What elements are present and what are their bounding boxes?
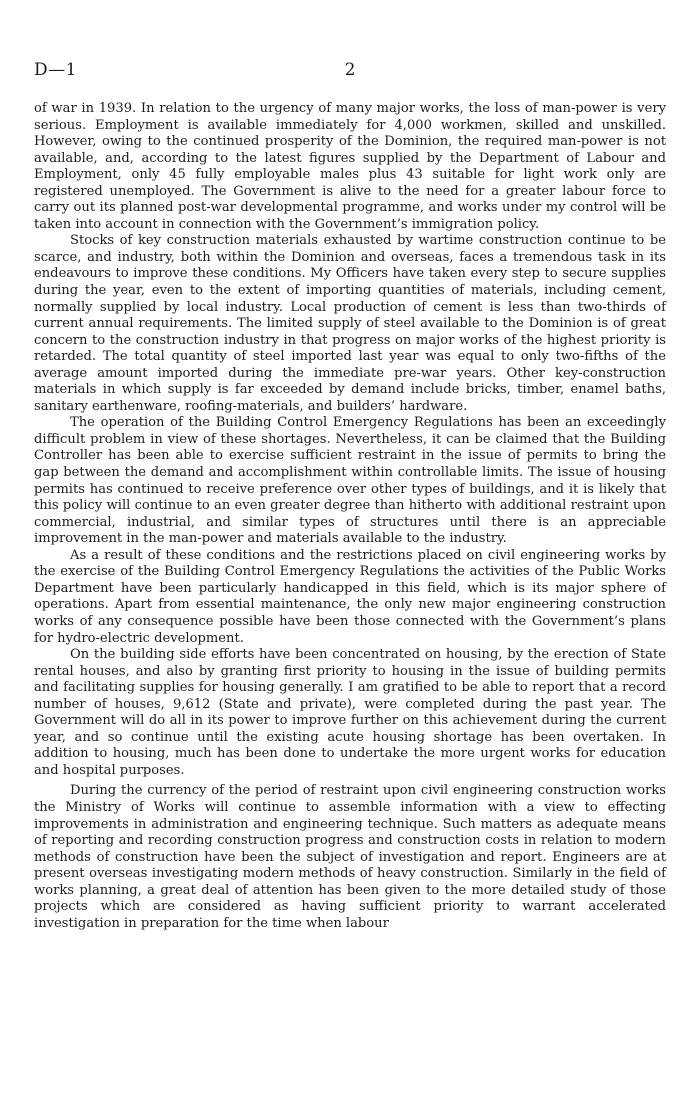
paragraph-construction-materials: Stocks of key construction materials exhausted by wartime construction continue to be scarce, and industry, both within the Dominion and overseas, faces a tremendous task in its endeavours to improve these conditions. My Officers have taken every step to secure supplies during the year, even to the extent of importing quantities of materials, including cement, normally supplied by local industry. Local production of cement is less than two-thirds of current annual requirements. The limited supply of steel available to the Dominion is of great concern to the construction industry in that progress on major works of the highest priority is retarded. The total quantity of steel imported last year was equal to only two-fifths of the average amount imported during the immediate pre-war years. Other key-construction materials in which supply is far exceeded by demand include bricks, timber, enamel baths, sanitary earthenware, roofing-materials, and builders’ hardware. (34, 233, 666, 414)
paragraph-housing: On the building side efforts have been concentrated on housing, by the erection of State rental houses, and also by granting first priority to housing in the issue of building permits and facilitating supplies for housing generally. I am gratified to be able to report that a record number of houses, 9,612 (State and private), were completed during the past year. The Government will do all in its power to improve further on this achievement during the current year, and so continue until the existing acute housing shortage has been overtaken. In addition to housing, much has been done to undertake the more urgent works for education and hospital purposes. (34, 647, 666, 778)
body-text (34, 101, 666, 932)
paragraph-civil-engineering: As a result of these conditions and the restrictions placed on civil engineering works by the exercise of the Building Control Emergency Regulations the activities of the Public Works Department have been particularly handicapped in this field, which is its major sphere of operations. Apart from essential maintenance, the only new major engineering construction works of any consequence possible have been those connected with the Government’s plans for hydro-electric development. (34, 547, 666, 646)
page-header (34, 60, 666, 84)
paragraph-works-planning: During the currency of the period of restraint upon civil engineering construction works the Ministry of Works will continue to assemble information with a view to effecting improvements in administration and engineering technique. Such matters as adequate means of reporting and recording construction progress and construction costs in relation to modern methods of construction have been the subject of investigation and report. Engineers are at present overseas investigating modern methods of heavy construction. Similarly in the field of works planning, a great deal of attention has been given to the more detailed study of those projects which are considered as having sufficient priority to warrant accelerated investigation in preparation for the time when labour (34, 783, 666, 931)
paragraph-continuation: of war in 1939. In relation to the urgency of many major works, the loss of man-power is very serious. Employment is available immediately for 4,000 workmen, skilled and unskilled. However, owing to the continued prosperity of the Dominion, the required man-power is not available, and, according to the latest figures supplied by the Department of Labour and Employment, only 45 fully employable males plus 43 suitable for light work only are registered unemployed. The Government is alive to the need for a greater labour force to carry out its planned post-war developmental programme, and works under my control will be taken into account in connection with the Government’s immigration policy. (34, 101, 666, 232)
paragraph-building-control: The operation of the Building Control Emergency Regulations has been an exceedingly difficult problem in view of these shortages. Nevertheless, it can be claimed that the Building Controller has been able to exercise sufficient restraint in the issue of permits to bring the gap between the demand and accomplishment within controllable limits. The issue of housing permits has continued to receive preference over other types of buildings, and it is likely that this policy will continue to an even greater degree than hitherto with additional restraint upon commercial, industrial, and similar types of structures until there is an appreciable improvement in the man-power and materials available to the industry. (34, 415, 666, 547)
page-number: 2 (344, 60, 356, 80)
document-reference: D—1 (34, 60, 77, 80)
